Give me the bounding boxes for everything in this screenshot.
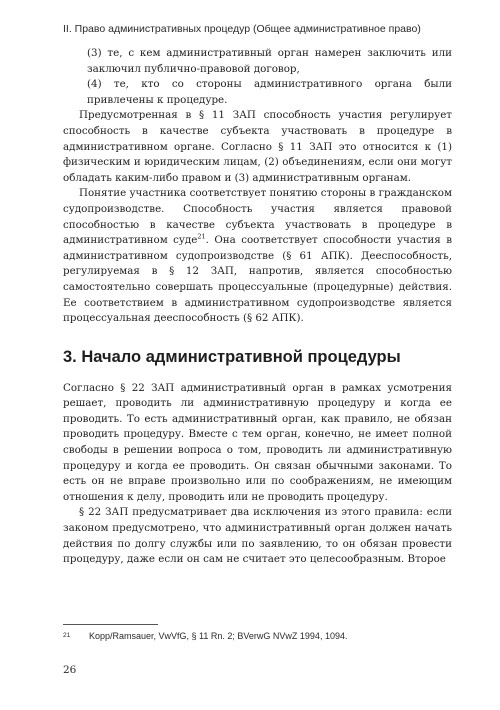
paragraph-text-end: . Она соответствует способности участия в административном судопроизводстве (§ 61 АПК). Дееспособность, регулируемая в § 12 ЗАП, напротив, является способностью самостоятельно совершать процессуальные (процедурные) действия. Ее соответствием в административном судопроизводстве является процессуальная дееспособность (§ 62 АПК). [63, 234, 452, 325]
paragraph-participant-concept [63, 186, 452, 326]
footnote [63, 630, 453, 642]
paragraph-text-start: Понятие участника соответствует понятию стороны в гражданском судопроизводстве. Способность участия является правовой способностью в качестве субъекта участвовать в процедуре в административном суде [63, 187, 452, 247]
page-number: 26 [63, 664, 77, 676]
list-item-4: (4) те, кто со стороны административного органа были привлечены к процедуре. [87, 78, 452, 106]
footnote-divider [63, 624, 158, 625]
footnote-number: 21 [63, 632, 71, 639]
paragraph-participation-capacity: Предусмотренная в § 11 ЗАП способность участия регулирует способность в качестве субъекта участвовать в процедуре в административном органе. Согласно § 11 ЗАП это относится к (1) физическим и юридическим лицам, (2) объединениям, если они могут обладать каким-либо правом и (3) административным органам. [63, 109, 452, 184]
section-heading: 3. Начало административной процедуры [63, 347, 401, 366]
paragraph-procedure-start: Согласно § 22 ЗАП административный орган в рамках усмотрения решает, проводить ли административную процедуру и когда ее проводить. То есть административный орган, как правило, не обязан проводить процедуру. Вместе с тем орган, конечно, не имеет полной свободы в решении вопроса о том, проводить ли административную процедуру и когда ее проводить. Он связан обычными законами. То есть он не вправе произвольно или по соображениям, не имеющим отношения к делу, проводить или не проводить процедуру. [63, 381, 452, 503]
footnote-reference[interactable]: 21 [197, 232, 206, 241]
running-head: II. Право административных процедур (Общее административное право) [63, 23, 421, 35]
paragraph-exceptions: § 22 ЗАП предусматривает два исключения из этого правила: если законом предусмотрено, что административный орган должен начать действия по долгу службы или по заявлению, то он обязан провести процедуру, даже если он сам не считает это целесообразным. Второе [63, 506, 452, 566]
list-item-3: (3) те, с кем административный орган намерен заключить или заключил публично-правовой договор, [87, 47, 452, 75]
footnote-text: Kopp/Ramsauer, VwVfG, § 11 Rn. 2; BVerwG NVwZ 1994, 1094. [89, 631, 348, 641]
